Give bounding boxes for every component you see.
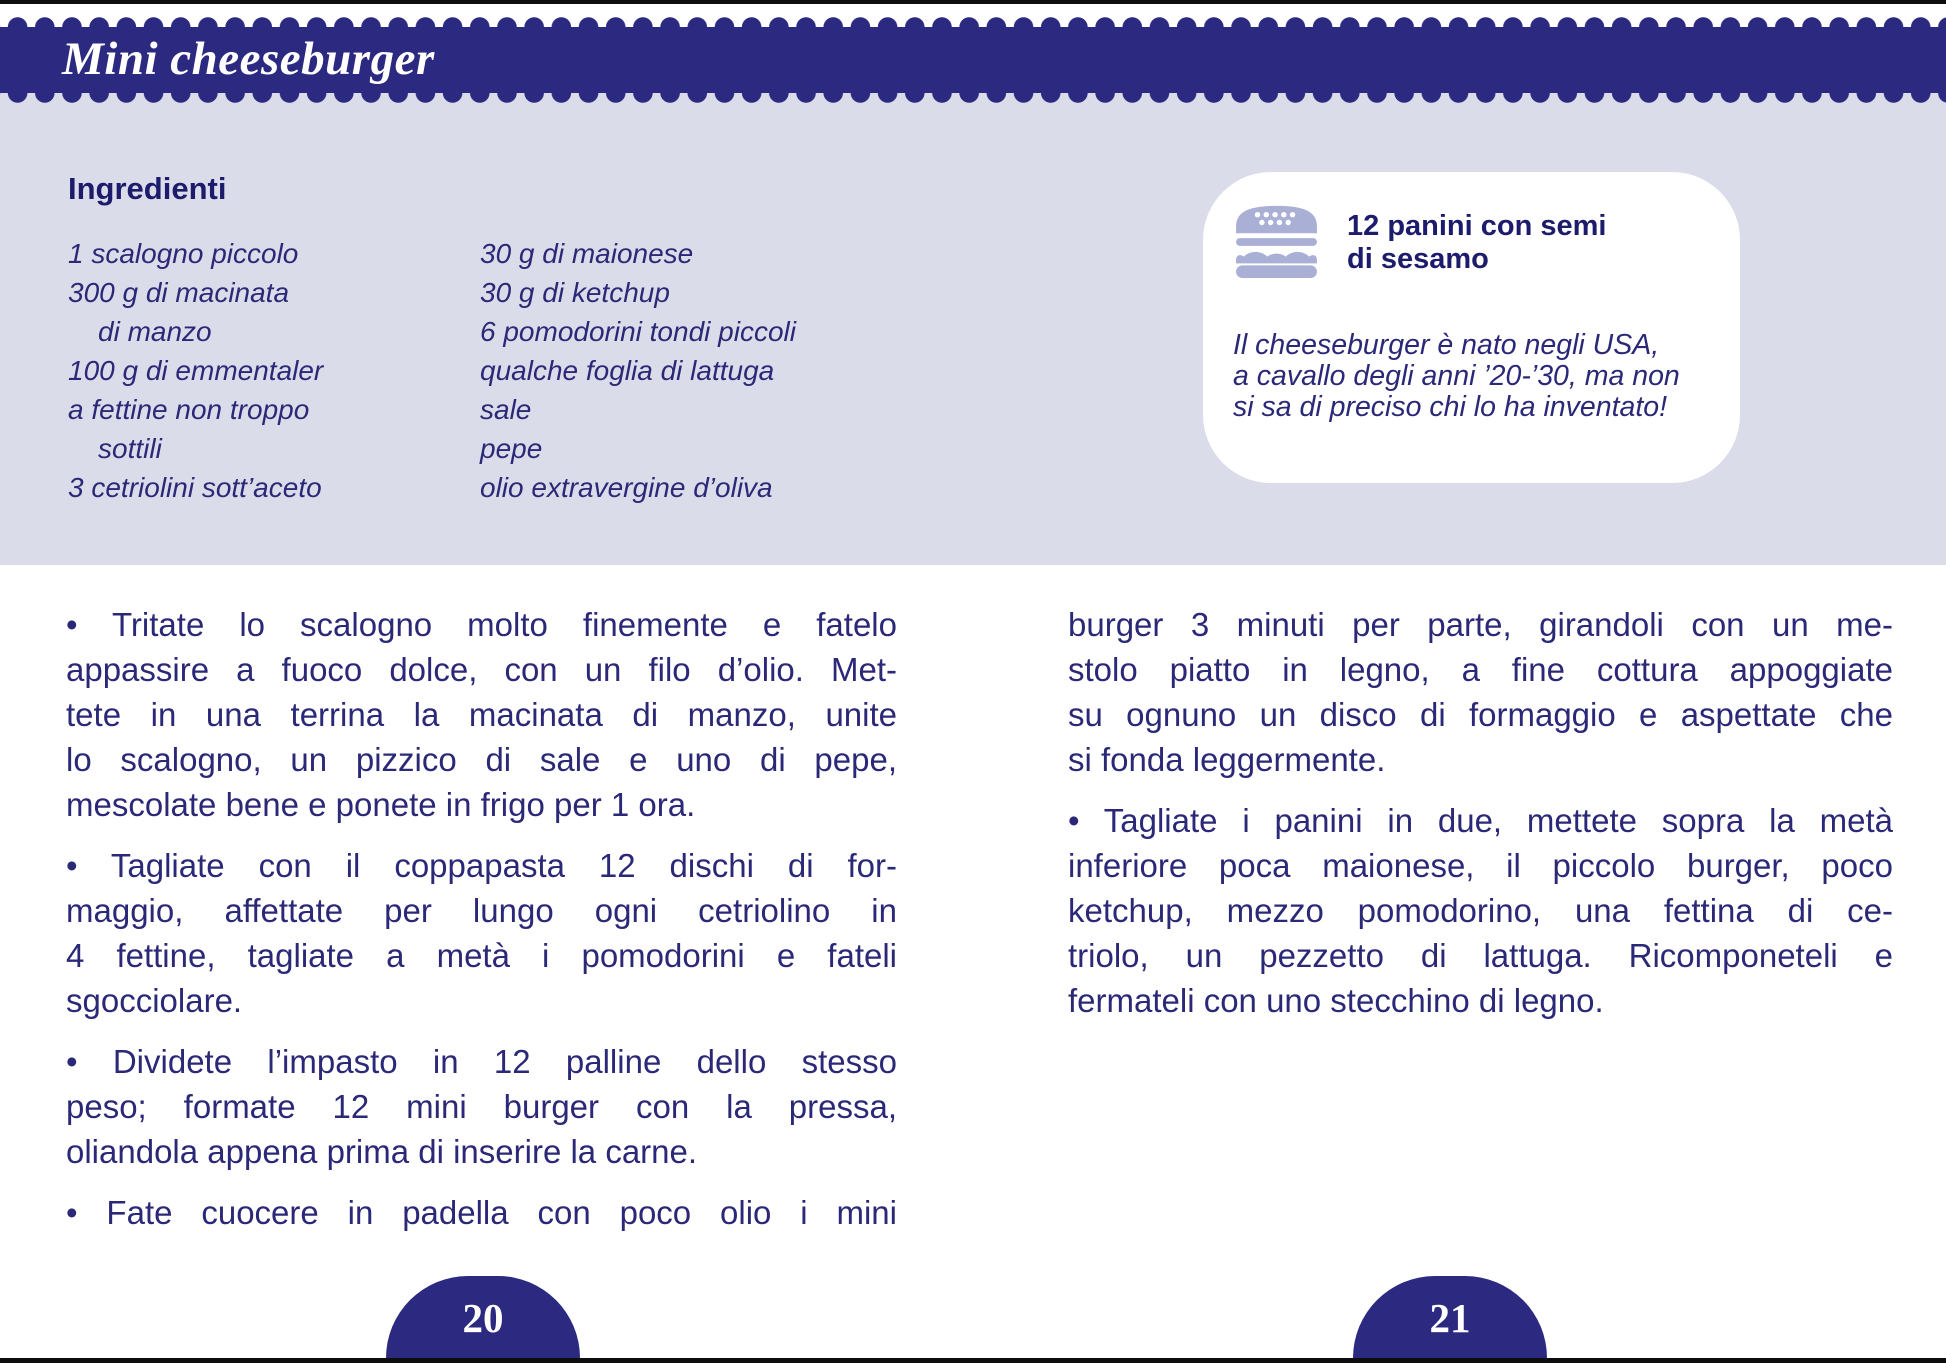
ingredient-line: 300 g di macinata <box>68 277 290 308</box>
steps-column-left <box>66 602 897 1251</box>
step-line: • Tagliate i panini in due, mettete sopra la metà <box>1068 802 1893 839</box>
ingredient-line: 30 g di maionese <box>480 238 694 269</box>
ingredients-heading: Ingredienti <box>68 171 227 206</box>
step-line: inferiore poca maionese, il piccolo burger, poco <box>1068 847 1893 884</box>
step-line: lo scalogno, un pizzico di sale e uno di pepe, <box>66 741 897 778</box>
step-line: ketchup, mezzo pomodorino, una fettina di ce- <box>1068 892 1893 929</box>
ingredient-line: a fettine non troppo <box>68 394 310 425</box>
step-line: su ognuno un disco di formaggio e aspettate che <box>1068 696 1893 733</box>
step-line: • Tritate lo scalogno molto finemente e fatelo <box>66 606 897 643</box>
header-band <box>0 4 1946 111</box>
info-card-title-line: di sesamo <box>1347 243 1489 275</box>
step-line: fermateli con uno stecchino di legno. <box>1068 982 1604 1019</box>
ingredients-column-1 <box>68 234 323 507</box>
ingredients-section <box>0 111 1946 565</box>
step-paragraph <box>66 1039 897 1174</box>
ingredient-line: di manzo <box>98 316 212 347</box>
ingredient-line: sale <box>480 394 532 425</box>
scallop-edge-top <box>0 4 1946 27</box>
page-number-right <box>1353 1276 1547 1358</box>
page-number-right-value: 21 <box>1429 1295 1471 1341</box>
info-card <box>1203 172 1740 483</box>
info-card-note-line: Il cheeseburger è nato negli USA, <box>1233 329 1660 361</box>
info-card-note-line: si sa di preciso chi lo ha inventato! <box>1233 391 1668 423</box>
steps-column-right <box>1068 602 1893 1039</box>
step-line: appassire a fuoco dolce, con un filo d’olio. Met- <box>66 651 897 688</box>
step-line: stolo piatto in legno, a fine cottura appoggiate <box>1068 651 1893 688</box>
page-number-left <box>386 1276 580 1358</box>
ingredient-line: 100 g di emmentaler <box>68 355 324 386</box>
ingredient-line: sottili <box>98 433 162 464</box>
step-paragraph <box>66 1190 897 1235</box>
step-line: maggio, affettate per lungo ogni cetriolino in <box>66 892 897 929</box>
ingredient-line: 30 g di ketchup <box>480 277 670 308</box>
info-card-title <box>1347 210 1606 276</box>
burger-icon <box>1230 203 1323 279</box>
step-line: si fonda leggermente. <box>1068 741 1386 778</box>
ingredient-line: pepe <box>480 433 543 464</box>
step-line: tete in una terrina la macinata di manzo, unite <box>66 696 897 733</box>
step-paragraph <box>66 602 897 827</box>
ingredient-line: 3 cetriolini sott’aceto <box>68 472 322 503</box>
step-line: • Tagliate con il coppapasta 12 dischi di for- <box>66 847 897 884</box>
ingredients-column-2 <box>480 234 796 507</box>
ingredient-line: 1 scalogno piccolo <box>68 238 299 269</box>
step-line: sgocciolare. <box>66 982 243 1019</box>
step-line: burger 3 minuti per parte, girandoli con un me- <box>1068 606 1893 643</box>
step-line: triolo, un pezzetto di lattuga. Ricomponeteli e <box>1068 937 1893 974</box>
info-card-note <box>1233 330 1680 423</box>
ingredient-line: qualche foglia di lattuga <box>480 355 775 386</box>
step-paragraph <box>1068 798 1893 1023</box>
step-paragraph <box>66 843 897 1023</box>
step-line: mescolate bene e ponete in frigo per 1 ora. <box>66 786 696 823</box>
step-line: • Dividete l’impasto in 12 palline dello stesso <box>66 1043 897 1080</box>
recipe-title: Mini cheeseburger <box>62 33 435 85</box>
info-card-title-line: 12 panini con semi <box>1347 210 1607 242</box>
step-paragraph <box>1068 602 1893 782</box>
ingredient-line: olio extravergine d’oliva <box>480 472 773 503</box>
page-number-left-value: 20 <box>462 1295 504 1341</box>
step-line: • Fate cuocere in padella con poco olio i mini <box>66 1194 897 1231</box>
step-line: peso; formate 12 mini burger con la pressa, <box>66 1088 897 1125</box>
scallop-edge-bottom <box>0 93 1946 111</box>
info-card-note-line: a cavallo degli anni ’20-’30, ma non <box>1233 360 1680 392</box>
step-line: 4 fettine, tagliate a metà i pomodorini e fateli <box>66 937 897 974</box>
bottom-border-line <box>0 1358 1946 1363</box>
ingredient-line: 6 pomodorini tondi piccoli <box>480 316 796 347</box>
step-line: oliandola appena prima di inserire la carne. <box>66 1133 698 1170</box>
